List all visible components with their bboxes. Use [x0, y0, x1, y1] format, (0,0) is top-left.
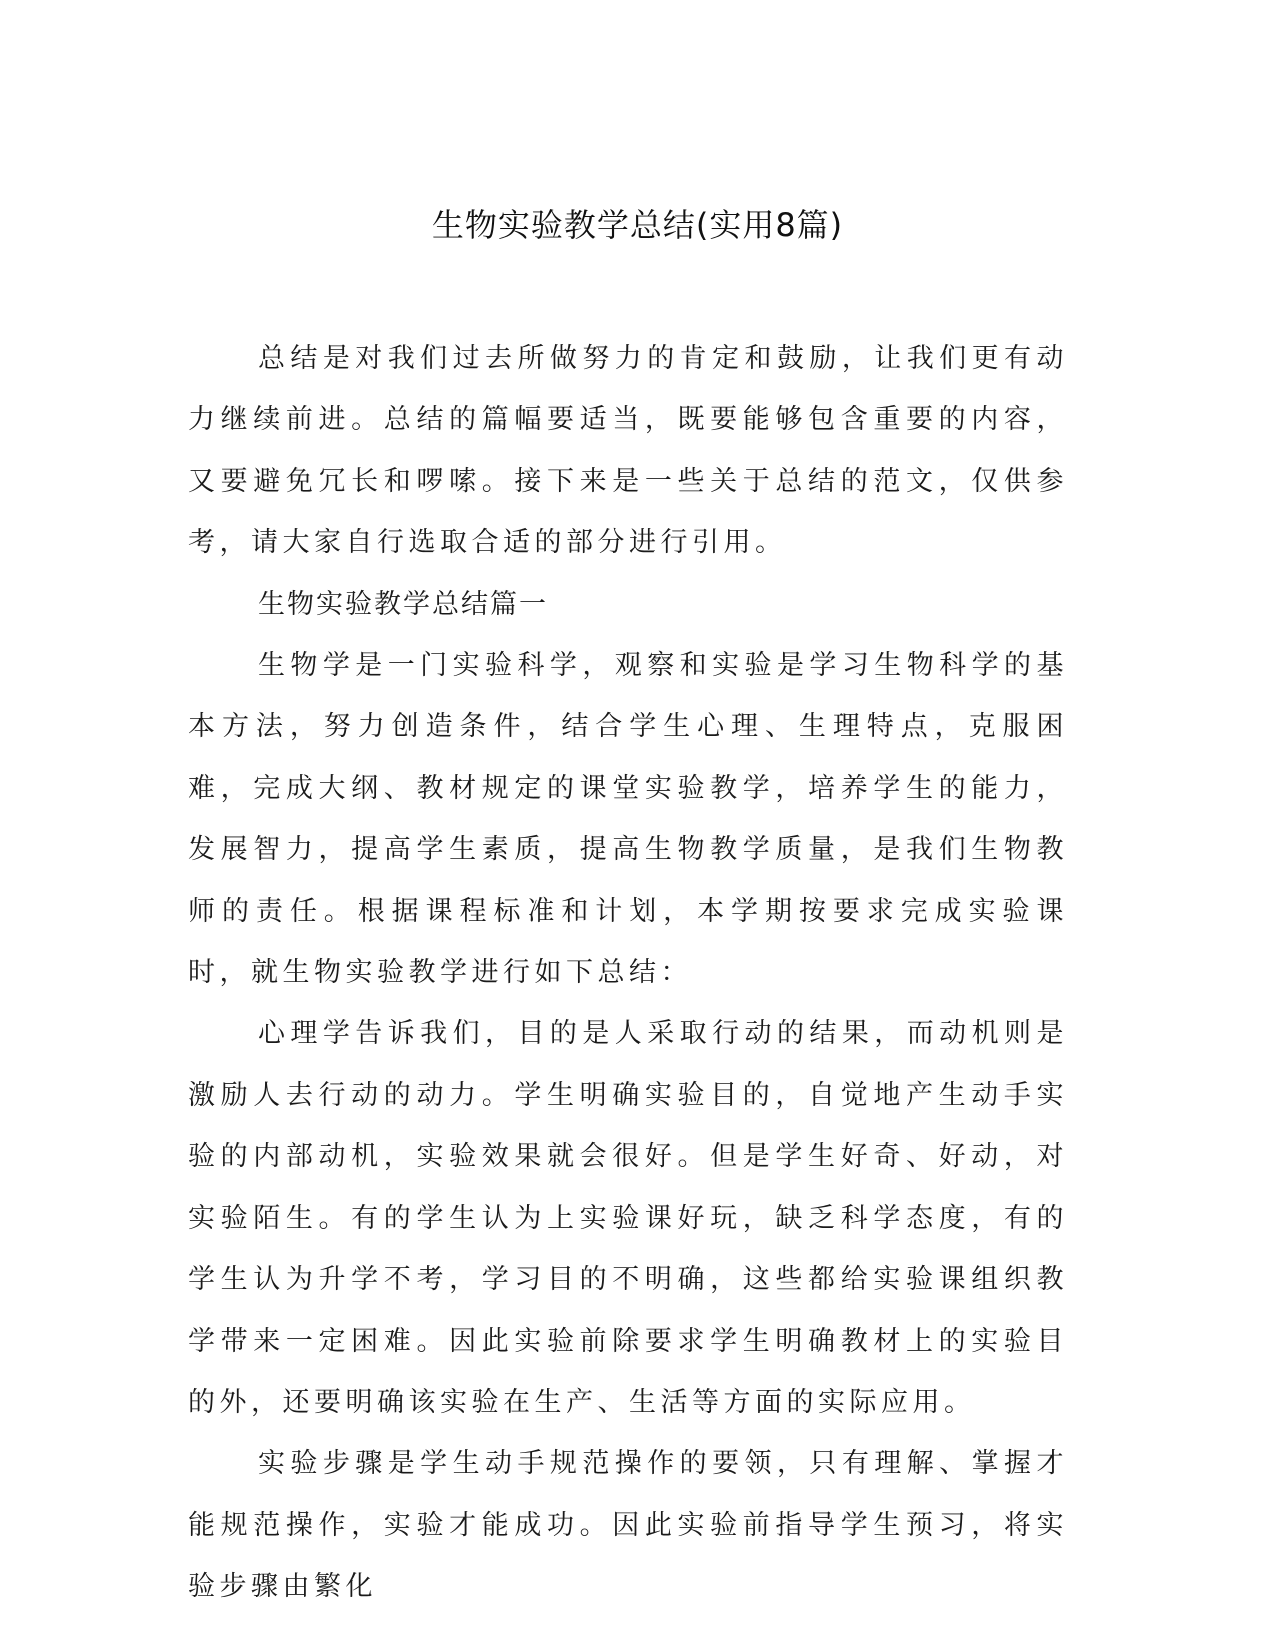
- paragraph-biology-science: 生物学是一门实验科学，观察和实验是学习生物科学的基本方法，努力创造条件，结合学生心理、生理特点，克服困难，完成大纲、教材规定的课堂实验教学，培养学生的能力，发展智力，提高学生素质，提高生物教学质量，是我们生物教师的责任。根据课程标准和计划，本学期按要求完成实验课时，就生物实验教学进行如下总结：: [188, 650, 1068, 989]
- paragraph-experiment-steps: 实验步骤是学生动手规范操作的要领，只有理解、掌握才能规范操作，实验才能成功。因此实验前指导学生预习，将实验步骤由繁化: [188, 1448, 1068, 1603]
- document-body: [188, 328, 1068, 1618]
- document-title: 生物实验教学总结(实用8篇): [431, 206, 844, 244]
- paragraph-intro: 总结是对我们过去所做努力的肯定和鼓励，让我们更有动力继续前进。总结的篇幅要适当，既要能够包含重要的内容，又要避免冗长和啰嗦。接下来是一些关于总结的范文，仅供参考，请大家自行选取合适的部分进行引用。: [188, 343, 1068, 559]
- paragraph-psychology: 心理学告诉我们，目的是人采取行动的结果，而动机则是激励人去行动的动力。学生明确实验目的，自觉地产生动手实验的内部动机，实验效果就会很好。但是学生好奇、好动，对实验陌生。有的学生认为上实验课好玩，缺乏科学态度，有的学生认为升学不考，学习目的不明确，这些都给实验课组织教学带来一定困难。因此实验前除要求学生明确教材上的实验目的外，还要明确该实验在生产、生活等方面的实际应用。: [188, 1018, 1068, 1418]
- section-heading: 生物实验教学总结篇一: [258, 588, 548, 620]
